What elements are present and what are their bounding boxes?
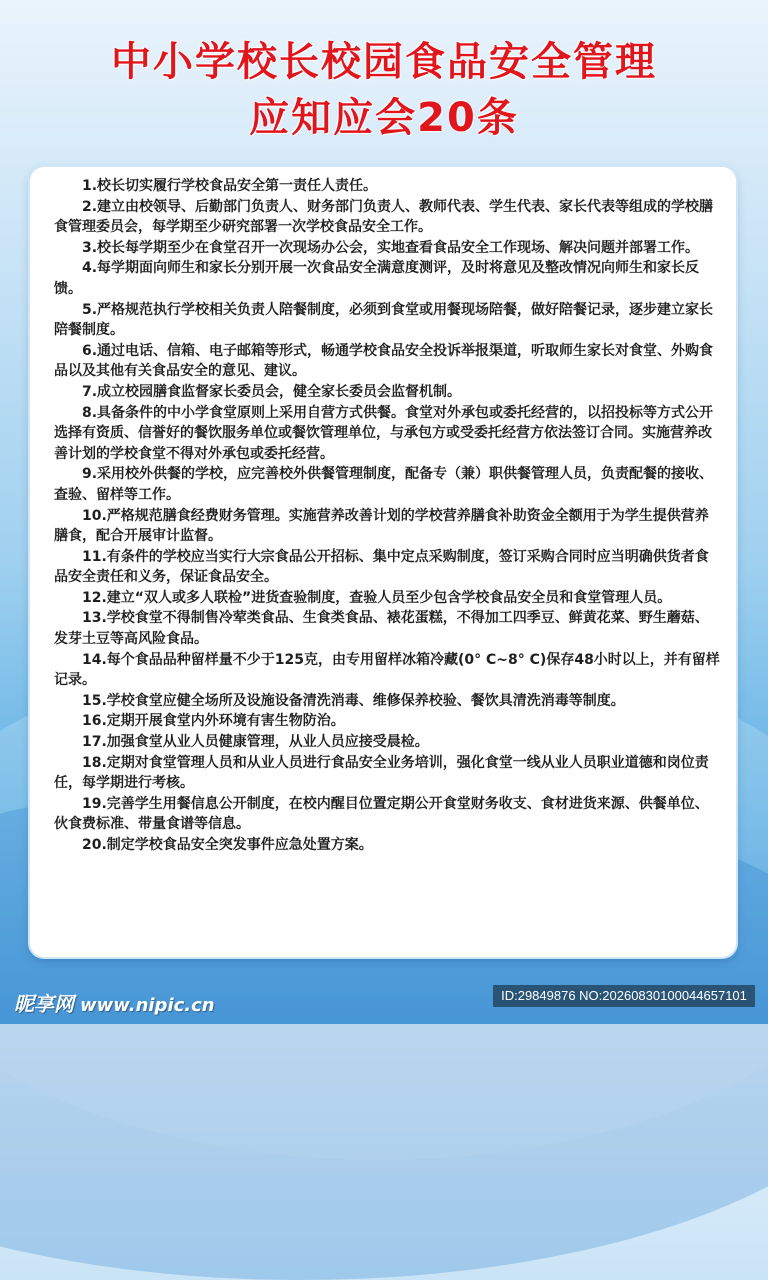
rule-item: 8.具备条件的中小学食堂原则上采用自营方式供餐。食堂对外承包或委托经营的，以招投标等方式公开选择有资质、信誉好的餐饮服务单位或餐饮管理单位，与承包方或受委托经营方依法签订合同。实施营养改善计划的学校食堂不得对外承包或委托经营。 <box>54 404 714 462</box>
rule-item: 5.严格规范执行学校相关负责人陪餐制度，必须到食堂或用餐现场陪餐，做好陪餐记录，逐步建立家长陪餐制度。 <box>54 301 714 339</box>
rule-item: 9.采用校外供餐的学校，应完善校外供餐管理制度，配备专（兼）职供餐管理人员，负责配餐的接收、查验、留样等工作。 <box>54 466 714 503</box>
rule-item: 19.完善学生用餐信息公开制度，在校内醒目位置定期公开食堂财务收支、食材进货来源、供餐单位、伙食费标准、带量食谱等信息。 <box>54 795 709 833</box>
rule-item: 14.每个食品品种留样量不少于125克，由专用留样冰箱冷藏(0° C~8° C)保存48小时以上，并有留样记录。 <box>54 651 720 689</box>
rule-item: 7.成立校园膳食监督家长委员会，健全家长委员会监督机制。 <box>82 383 462 400</box>
rule-item: 10.严格规范膳食经费财务管理。实施营养改善计划的学校营养膳食补助资金全额用于为学生提供营养膳食，配合开展审计监督。 <box>54 507 709 545</box>
watermark-logo <box>14 988 215 1017</box>
rule-item: 13.学校食堂不得制售冷荤类食品、生食类食品、裱花蛋糕，不得加工四季豆、鲜黄花菜、野生蘑菇、发芽土豆等高风险食品。 <box>54 610 709 648</box>
logo-url: www.nipic.cn <box>80 995 215 1016</box>
title-line-2: 应知应会20条 <box>249 95 519 141</box>
rule-item: 12.建立“双人或多人联检”进货查验制度，查验人员至少包含学校食品安全员和食堂管理人员。 <box>82 589 672 606</box>
rule-item: 2.建立由校领导、后勤部门负责人、财务部门负责人、教师代表、学生代表、家长代表等组成的学校膳食管理委员会，每学期至少研究部署一次学校食品安全工作。 <box>54 198 714 236</box>
rule-item: 18.定期对食堂管理人员和从业人员进行食品安全业务培训，强化食堂一线从业人员职业道德和岗位责任，每学期进行考核。 <box>54 754 709 792</box>
rule-item: 16.定期开展食堂内外环境有害生物防治。 <box>82 713 345 730</box>
image-id-label: ID:29849876 NO:20260830100044657101 <box>493 985 755 1007</box>
title-line-1: 中小学校长校园食品安全管理 <box>111 39 657 85</box>
rule-item: 1.校长切实履行学校食品安全第一责任人责任。 <box>82 178 378 194</box>
rule-item: 17.加强食堂从业人员健康管理，从业人员应接受晨检。 <box>82 734 429 751</box>
rule-item: 20.制定学校食品安全突发事件应急处置方案。 <box>82 837 373 853</box>
rule-item: 4.每学期面向师生和家长分别开展一次食品安全满意度测评，及时将意见及整改情况向师生和家长反馈。 <box>54 260 700 297</box>
rule-item: 11.有条件的学校应当实行大宗食品公开招标、集中定点采购制度，签订采购合同时应当明确供货者食品安全责任和义务，保证食品安全。 <box>54 548 709 586</box>
rule-item: 3.校长每学期至少在食堂召开一次现场办公会，实地查看食品安全工作现场、解决问题并部署工作。 <box>82 239 700 256</box>
logo-chinese: 昵享网 <box>14 992 74 1016</box>
rule-item: 15.学校食堂应健全场所及设施设备清洗消毒、维修保养校验、餐饮具清洗消毒等制度。 <box>82 692 625 709</box>
rule-item: 6.通过电话、信箱、电子邮箱等形式，畅通学校食品安全投诉举报渠道，听取师生家长对食堂、外购食品以及其他有关食品安全的意见、建议。 <box>54 342 714 380</box>
rules-list <box>54 176 722 856</box>
